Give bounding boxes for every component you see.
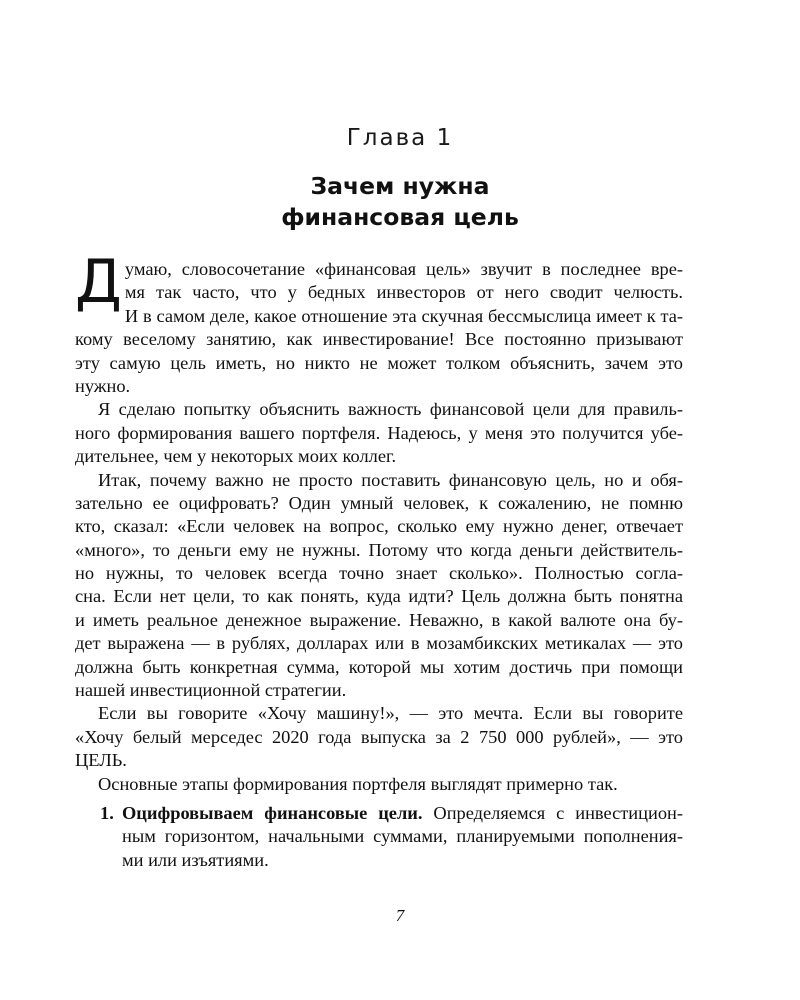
list-item-heading: Оцифровываем финансовые цели. xyxy=(122,802,423,823)
drop-cap: Д xyxy=(75,247,122,317)
chapter-label: Глава 1 xyxy=(346,125,454,151)
text-line: кто, сказал: «Если человек на вопрос, сколько ему нужно денег, отвечает xyxy=(75,516,683,537)
text-line: кому веселому занятию, как инвестирование! Все постоянно призывают xyxy=(75,329,683,350)
text-line: умаю, словосочетание «финансовая цель» звучит в последнее вре- xyxy=(124,259,683,279)
chapter-title-line: Зачем нужна xyxy=(310,172,490,200)
text-line: нужно. xyxy=(75,375,131,396)
text-line: Основные этапы формирования портфеля выглядят примерно так. xyxy=(98,773,618,794)
chapter-title-line: финансовая цель xyxy=(281,203,519,231)
text-line: но нужны, то человек всегда точно знает сколько». Полностью согла- xyxy=(75,563,683,584)
list-item xyxy=(75,802,683,872)
text-line: Если вы говорите «Хочу машину!», — это мечта. Если вы говорите xyxy=(98,703,683,724)
list-item-text: Определяемся с инвестицион- xyxy=(422,802,683,823)
text-line: ЦЕЛЬ. xyxy=(75,750,127,771)
text-line: сна. Если нет цели, то как понять, куда идти? Цель должна быть понятна xyxy=(75,586,683,607)
text-line: нашей инвестиционной стратегии. xyxy=(75,680,347,701)
text-line: мя так часто, что у бедных инвесторов от него сводит челюсть. xyxy=(124,282,683,303)
paragraph-3 xyxy=(75,469,683,703)
paragraph-4 xyxy=(75,702,683,772)
paragraph-5 xyxy=(75,773,683,796)
text-line: дительнее, чем у некоторых моих коллег. xyxy=(75,446,397,467)
text-line: ми или изъятиями. xyxy=(122,849,269,870)
text-line: эту самую цель иметь, но никто не может толком объяснить, зачем это xyxy=(75,352,683,373)
text-line: ного формирования вашего портфеля. Надеюсь, у меня это получится убе- xyxy=(75,422,683,443)
text-line: дет выражена — в рублях, долларах или в мозамбикских метикалах — это xyxy=(75,633,683,654)
text-line: Итак, почему важно не просто поставить финансовую цель, но и обя- xyxy=(98,469,683,490)
text-line: И в самом деле, какое отношение эта скучная бессмыслица имеет к та- xyxy=(124,305,683,326)
text-line: ным горизонтом, начальными суммами, планируемыми пополнения- xyxy=(122,826,683,847)
list-item-number: 1. xyxy=(100,802,114,823)
chapter-title xyxy=(0,171,800,233)
text-line: зательно ее оцифровать? Один умный человек, к сожалению, не помню xyxy=(75,492,683,513)
text-line: и иметь реальное денежное выражение. Неважно, в какой валюте она бу- xyxy=(75,609,683,630)
text-line: «Хочу белый мерседес 2020 года выпуска за 2 750 000 рублей», — это xyxy=(75,726,683,747)
numbered-list xyxy=(75,802,683,872)
page-number: 7 xyxy=(395,906,405,925)
paragraph-1 xyxy=(75,247,683,398)
paragraph-2 xyxy=(75,398,683,468)
text-line: «много», то деньги ему не нужны. Потому что когда деньги действитель- xyxy=(75,539,683,560)
list-item-first-line xyxy=(75,802,683,825)
body-text xyxy=(75,247,683,872)
text-line: Я сделаю попытку объяснить важность финансовой цели для правиль- xyxy=(98,399,683,420)
text-line: должна быть конкретная сумма, которой мы хотим достичь при помощи xyxy=(75,656,683,677)
